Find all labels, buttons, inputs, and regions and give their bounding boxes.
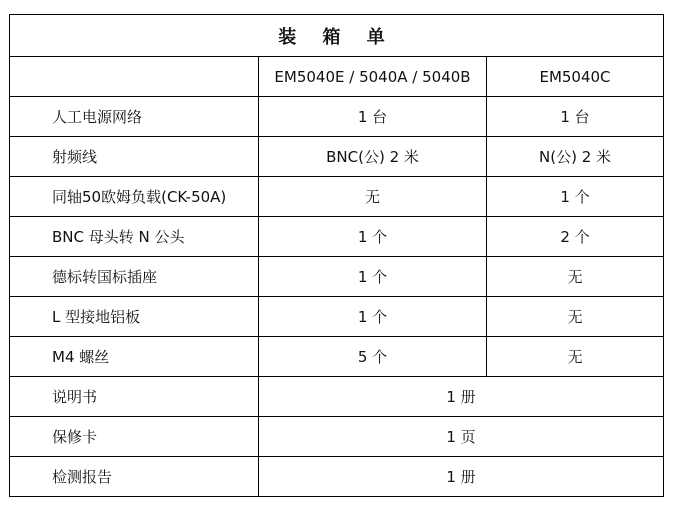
header-blank-cell [10,57,259,97]
table-row [10,137,664,177]
table-row [10,177,664,217]
item-name: 德标转国标插座 [10,257,259,297]
qty-model-c: 1 台 [487,97,664,137]
qty-model-c: 2 个 [487,217,664,257]
qty-model-a: 1 个 [259,257,487,297]
table-row [10,97,664,137]
qty-model-a: 1 个 [259,217,487,257]
packing-list-page [9,14,664,497]
item-name: 同轴50欧姆负载(CK-50A) [10,177,259,217]
table-row [10,257,664,297]
item-name: 说明书 [10,377,259,417]
qty-shared: 1 页 [259,417,664,457]
qty-shared: 1 册 [259,377,664,417]
qty-model-c: 无 [487,297,664,337]
qty-model-a: 无 [259,177,487,217]
item-name: L 型接地铝板 [10,297,259,337]
table-row [10,217,664,257]
item-name: 保修卡 [10,417,259,457]
item-name: 人工电源网络 [10,97,259,137]
table-row [10,297,664,337]
qty-model-a: BNC(公) 2 米 [259,137,487,177]
header-row [10,57,664,97]
qty-model-a: 5 个 [259,337,487,377]
qty-shared: 1 册 [259,457,664,497]
item-name: 射频线 [10,137,259,177]
table-row [10,457,664,497]
qty-model-c: 1 个 [487,177,664,217]
qty-model-a: 1 个 [259,297,487,337]
item-name: 检测报告 [10,457,259,497]
header-model-a: EM5040E / 5040A / 5040B [259,57,487,97]
qty-model-c: N(公) 2 米 [487,137,664,177]
item-name: M4 螺丝 [10,337,259,377]
qty-model-a: 1 台 [259,97,487,137]
title-row [10,15,664,57]
table-row [10,377,664,417]
table-row [10,337,664,377]
qty-model-c: 无 [487,337,664,377]
packing-list-table [9,14,664,497]
table-title: 装 箱 单 [10,15,664,57]
item-name: BNC 母头转 N 公头 [10,217,259,257]
table-row [10,417,664,457]
qty-model-c: 无 [487,257,664,297]
header-model-c: EM5040C [487,57,664,97]
